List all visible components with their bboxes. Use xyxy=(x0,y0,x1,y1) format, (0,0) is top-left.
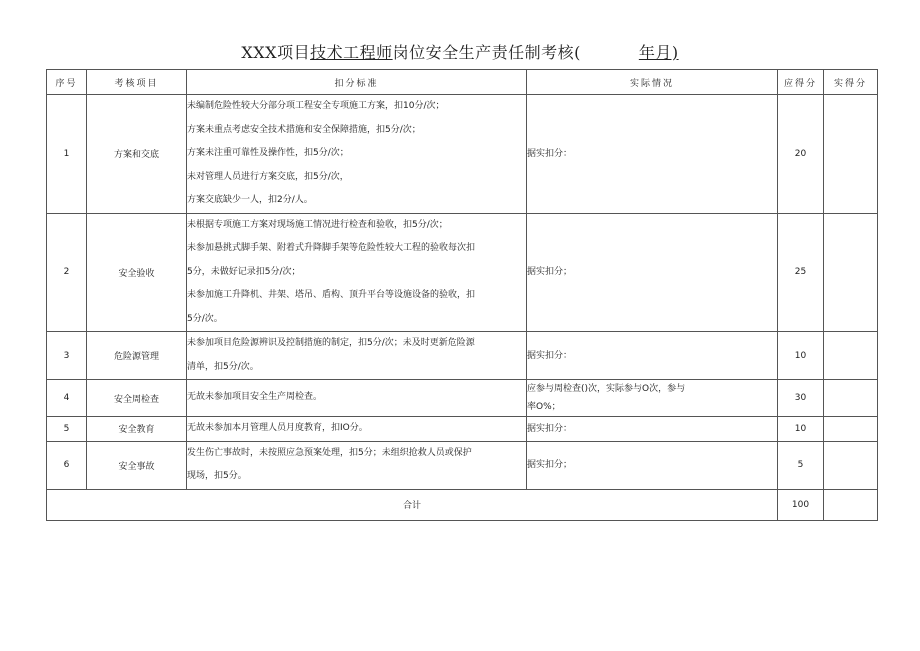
row-no: 1 xyxy=(47,95,87,214)
standard-line: 清单，扣5分/次。 xyxy=(187,361,259,372)
row-actual: 据实扣分； xyxy=(527,441,778,489)
row-no: 2 xyxy=(47,213,87,332)
row-score: 10 xyxy=(778,417,824,442)
row-score: 30 xyxy=(778,380,824,417)
row-no: 3 xyxy=(47,332,87,380)
assessment-table xyxy=(46,69,878,521)
table-row xyxy=(47,441,878,489)
standard-line: 无故未参加本月管理人员月度教育，扣IO分。 xyxy=(187,423,368,433)
row-got[interactable] xyxy=(824,95,878,214)
standard-line: 发生伤亡事故时，未按照应急预案处理，扣5分；未组织抢救人员或保护 xyxy=(187,447,472,458)
header-got: 实得分 xyxy=(824,70,878,95)
standard-line: 方案交底缺少一人，扣2分/人。 xyxy=(187,195,313,205)
row-no: 4 xyxy=(47,380,87,417)
row-got[interactable] xyxy=(824,213,878,332)
row-actual xyxy=(527,380,778,417)
row-no: 6 xyxy=(47,441,87,489)
row-standard xyxy=(187,380,527,417)
row-got[interactable] xyxy=(824,380,878,417)
title-suffix: 岗位安全生产责任制考核( xyxy=(392,43,581,62)
actual-line: 应参与周检查()次，实际参与O次，参与 xyxy=(527,384,686,394)
row-score: 10 xyxy=(778,332,824,380)
row-item: 安全教育 xyxy=(87,417,187,442)
total-label: 合计 xyxy=(47,489,778,520)
standard-line: 未参加悬挑式脚手架、附着式升降脚手架等危险性较大工程的验收每次扣 xyxy=(187,243,476,253)
standard-line: 5分/次。 xyxy=(187,313,223,324)
header-item: 考核项目 xyxy=(87,70,187,95)
row-score: 25 xyxy=(778,213,824,332)
row-item: 方案和交底 xyxy=(87,95,187,214)
actual-line: 率O%； xyxy=(527,402,561,412)
row-standard xyxy=(187,441,527,489)
standard-line: 未参加施工升降机、井架、塔吊、盾构、顶升平台等设施设备的验收，扣 xyxy=(187,290,476,300)
standard-line: 未编制危险性较大分部分项工程安全专项施工方案，扣10分/次； xyxy=(187,101,445,111)
standard-line: 无故未参加项目安全生产周检查。 xyxy=(187,392,323,403)
row-standard xyxy=(187,417,527,442)
row-standard xyxy=(187,213,527,332)
title-prefix: XXX项目 xyxy=(241,43,311,62)
standard-line: 方案未注重可靠性及操作性，扣5分/次； xyxy=(187,148,349,158)
table-row xyxy=(47,332,878,380)
standard-line: 现场，扣5分。 xyxy=(187,471,247,481)
row-standard xyxy=(187,332,527,380)
row-actual: 据实扣分： xyxy=(527,332,778,380)
row-got[interactable] xyxy=(824,417,878,442)
row-got[interactable] xyxy=(824,441,878,489)
row-item: 安全周检查 xyxy=(87,380,187,417)
header-no: 序号 xyxy=(47,70,87,95)
standard-line: 未参加项目危险源辨识及控制措施的制定，扣5分/次；未及时更新危险源 xyxy=(187,338,475,348)
row-actual: 据实扣分： xyxy=(527,95,778,214)
standard-line: 方案未重点考虑安全技术措施和安全保障措施，扣5分/次； xyxy=(187,124,421,135)
row-no: 5 xyxy=(47,417,87,442)
title-underlined: 技术工程师 xyxy=(310,43,393,62)
standard-line: 未根据专项施工方案对现场施工情况进行检查和验收，扣5分/次； xyxy=(187,219,448,230)
row-standard xyxy=(187,95,527,214)
page-title xyxy=(0,40,920,63)
total-row xyxy=(47,489,878,520)
header-row xyxy=(47,70,878,95)
table-row xyxy=(47,417,878,442)
row-item: 危险源管理 xyxy=(87,332,187,380)
total-got[interactable] xyxy=(824,489,878,520)
header-standard: 扣分标准 xyxy=(187,70,527,95)
total-score: 100 xyxy=(778,489,824,520)
title-end: 年月) xyxy=(638,43,679,62)
header-score: 应得分 xyxy=(778,70,824,95)
row-score: 20 xyxy=(778,95,824,214)
standard-line: 5分，未做好记录扣5分/次； xyxy=(187,266,301,277)
standard-line: 未对管理人员进行方案交底，扣5分/次， xyxy=(187,171,349,182)
header-actual: 实际情况 xyxy=(527,70,778,95)
table-row xyxy=(47,95,878,214)
table-row xyxy=(47,380,878,417)
row-got[interactable] xyxy=(824,332,878,380)
table-row xyxy=(47,213,878,332)
row-item: 安全事故 xyxy=(87,441,187,489)
row-item: 安全验收 xyxy=(87,213,187,332)
row-actual: 据实扣分： xyxy=(527,417,778,442)
row-score: 5 xyxy=(778,441,824,489)
row-actual: 据实扣分； xyxy=(527,213,778,332)
